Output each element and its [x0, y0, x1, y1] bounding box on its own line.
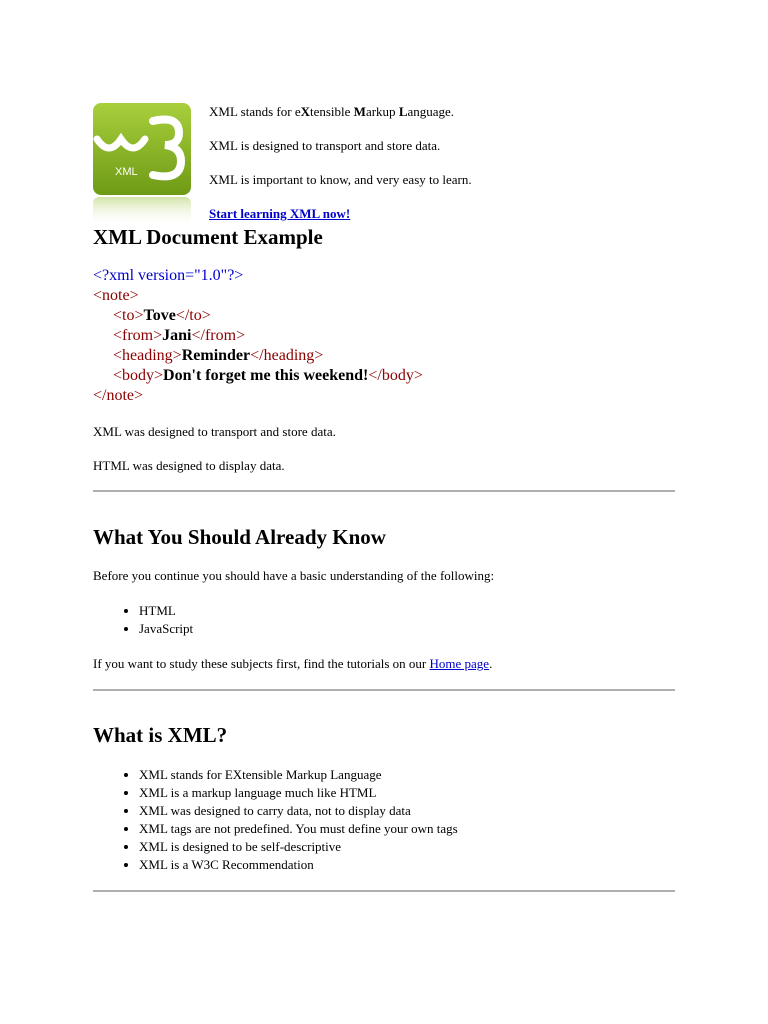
- know-list: [93, 602, 675, 638]
- intro-line-3: XML is important to know, and very easy to learn.: [209, 172, 472, 187]
- body-open-tag: <body>: [113, 367, 164, 384]
- list-item: • XML was designed to carry data, not to display data: [139, 802, 675, 820]
- list-item: • XML is a markup language much like HTML: [139, 784, 675, 802]
- main-content: [93, 222, 675, 892]
- heading-open-tag: <heading>: [113, 347, 182, 364]
- intro-text: tensible: [309, 104, 354, 119]
- code-line-heading: [93, 346, 675, 366]
- intro-emphasis-l: L: [398, 104, 408, 119]
- code-line-from: [93, 326, 675, 346]
- list-item: • XML tags are not predefined. You must define your own tags: [139, 820, 675, 838]
- intro-text: arkup: [365, 104, 399, 119]
- know-intro: Before you continue you should have a basic understanding of the following:: [93, 568, 495, 583]
- code-line-body: [93, 366, 675, 386]
- intro-line-2: XML is designed to transport and store data.: [209, 138, 441, 153]
- to-close-tag: </to>: [175, 307, 211, 324]
- to-value: Tove: [143, 307, 176, 324]
- note-open-tag: <note>: [93, 287, 139, 304]
- w3-xml-logo: [93, 103, 191, 227]
- body-close-tag: </body>: [368, 367, 423, 384]
- whatis-list: [93, 766, 675, 874]
- heading-close-tag: </heading>: [250, 347, 324, 364]
- logo-label: XML: [115, 166, 138, 178]
- intro-line-1: [209, 104, 689, 120]
- home-page-link[interactable]: Home page: [429, 656, 490, 671]
- from-open-tag: <from>: [113, 327, 163, 344]
- example-heading: XML Document Example: [93, 225, 323, 249]
- study-text-end: .: [489, 656, 493, 671]
- list-item: • JavaScript: [139, 620, 675, 638]
- whatis-heading: What is XML?: [93, 723, 228, 747]
- note-close-tag: </note>: [93, 387, 144, 404]
- list-item: • XML is a W3C Recommendation: [139, 856, 675, 874]
- study-text: If you want to study these subjects first, find the tutorials on our: [93, 656, 430, 671]
- from-value: Jani: [162, 327, 192, 344]
- intro-emphasis-m: M: [353, 104, 366, 119]
- list-item: • HTML: [139, 602, 675, 620]
- start-learning-link[interactable]: Start learning XML now!: [209, 206, 351, 221]
- code-line-to: [93, 306, 675, 326]
- intro-text: anguage.: [407, 104, 455, 119]
- example-para-2: HTML was designed to display data.: [93, 458, 285, 473]
- heading-value: Reminder: [181, 347, 251, 364]
- list-item: • XML is designed to be self-descriptive: [139, 838, 675, 856]
- body-value: Don't forget me this weekend!: [163, 367, 369, 384]
- study-paragraph: [93, 656, 675, 672]
- list-item: • XML stands for EXtensible Markup Language: [139, 766, 675, 784]
- xml-declaration: <?xml version="1.0"?>: [93, 267, 244, 284]
- intro-block: [209, 104, 689, 240]
- intro-line-4: [209, 206, 689, 222]
- section-divider: [93, 689, 675, 691]
- xml-code-example: [93, 266, 675, 406]
- section-divider: [93, 890, 675, 892]
- example-para-1: XML was designed to transport and store data.: [93, 424, 336, 439]
- section-divider: [93, 490, 675, 492]
- intro-emphasis-x: X: [300, 104, 310, 119]
- to-open-tag: <to>: [113, 307, 144, 324]
- know-heading: What You Should Already Know: [93, 525, 386, 549]
- intro-text: XML stands for e: [209, 104, 301, 119]
- from-close-tag: </from>: [191, 327, 246, 344]
